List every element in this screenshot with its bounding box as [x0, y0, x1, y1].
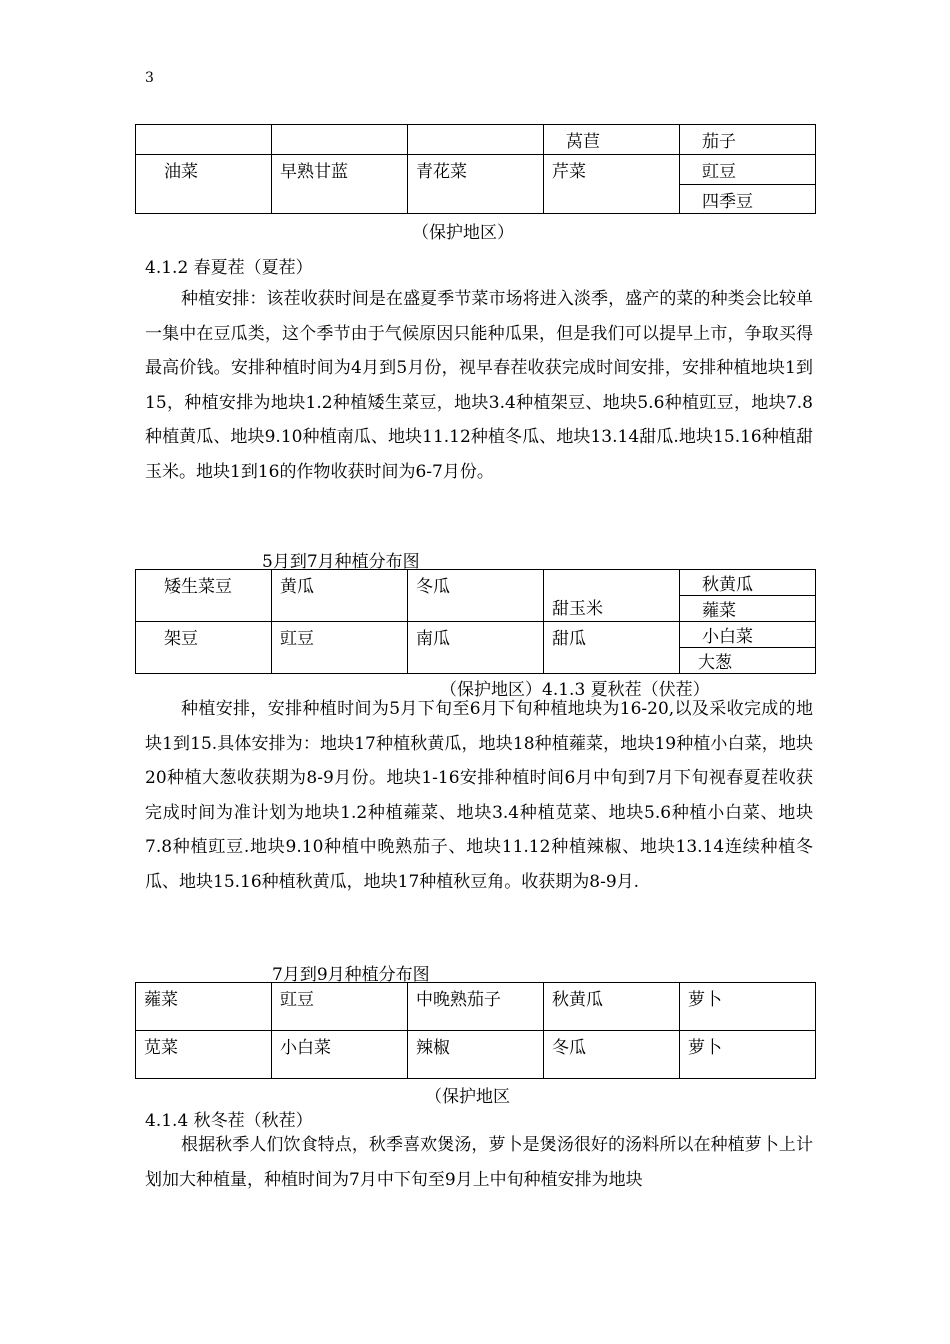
table-cell: 甜瓜 — [544, 622, 680, 674]
table2-title: 5月到7月种植分布图 — [262, 552, 420, 572]
table-cell: 矮生菜豆 — [136, 570, 272, 622]
table-cell: 蕹菜 — [680, 596, 816, 622]
table-cell: 早熟甘蓝 — [272, 155, 408, 214]
table2-caption: （保护地区）4.1.3 夏秋茬（伏茬） — [440, 680, 710, 700]
table-early-spring — [135, 124, 816, 214]
table-cell: 萝卜 — [680, 1031, 816, 1079]
table3-title: 7月到9月种植分布图 — [272, 965, 430, 985]
table-may-july — [135, 569, 816, 674]
table-cell: 芹菜 — [544, 155, 680, 214]
table-cell: 莴苣 — [544, 125, 680, 155]
table3-caption: （保护地区 — [425, 1087, 510, 1107]
table-cell: 青花菜 — [408, 155, 544, 214]
table-cell: 甜玉米 — [544, 570, 680, 622]
table-cell: 大葱 — [680, 648, 816, 674]
table-cell: 蕹菜 — [136, 983, 272, 1031]
page-number: 3 — [145, 70, 154, 86]
table-cell: 冬瓜 — [408, 570, 544, 622]
table-cell: 豇豆 — [272, 983, 408, 1031]
table-cell: 小白菜 — [680, 622, 816, 648]
table-cell: 油菜 — [136, 155, 272, 214]
section-heading-414: 4.1.4 秋冬茬（秋茬） — [145, 1111, 313, 1131]
table-cell — [408, 125, 544, 155]
table-cell: 架豆 — [136, 622, 272, 674]
table-cell: 豇豆 — [680, 155, 816, 185]
table-cell: 豇豆 — [272, 622, 408, 674]
paragraph-414: 根据秋季人们饮食特点，秋季喜欢煲汤，萝卜是煲汤很好的汤料所以在种植萝卜上计划加大种植量，种植时间为7月中下旬至9月上中旬种植安排为地块 — [145, 1135, 813, 1190]
table-cell — [136, 125, 272, 155]
table-cell — [272, 125, 408, 155]
table-cell: 萝卜 — [680, 983, 816, 1031]
table-cell: 南瓜 — [408, 622, 544, 674]
section-heading-412: 4.1.2 春夏茬（夏茬） — [145, 258, 313, 278]
table-cell: 小白菜 — [272, 1031, 408, 1079]
table1-caption: （保护地区） — [412, 223, 514, 243]
table-cell: 苋菜 — [136, 1031, 272, 1079]
table-cell: 辣椒 — [408, 1031, 544, 1079]
table-cell: 黄瓜 — [272, 570, 408, 622]
table-cell: 秋黄瓜 — [544, 983, 680, 1031]
table-cell: 秋黄瓜 — [680, 570, 816, 596]
table-cell: 四季豆 — [680, 185, 816, 214]
table-cell: 中晚熟茄子 — [408, 983, 544, 1031]
paragraph-412: 种植安排：该茬收获时间是在盛夏季节菜市场将进入淡季，盛产的菜的种类会比较单一集中在豆瓜类，这个季节由于气候原因只能种瓜果，但是我们可以提早上市，争取买得最高价钱。安排种植时间为4月到5月份，视早春茬收获完成时间安排，安排种植地块1到15，种植安排为地块1.2种植矮生菜豆，地块3.4种植架豆、地块5.6种植豇豆，地块7.8种植黄瓜、地块9.10种植南瓜、地块11.12种植冬瓜、地块13.14甜瓜.地块15.16种植甜玉米。地块1到16的作物收获时间为6-7月份。 — [145, 289, 813, 482]
table-cell: 冬瓜 — [544, 1031, 680, 1079]
table-cell: 茄子 — [680, 125, 816, 155]
paragraph-413: 种植安排，安排种植时间为5月下旬至6月下旬种植地块为16-20,以及采收完成的地块1到15.具体安排为：地块17种植秋黄瓜，地块18种植蕹菜，地块19种植小白菜，地块20种植大葱收获期为8-9月份。地块1-16安排种植时间6月中旬到7月下旬视春夏茬收获完成时间为准计划为地块1.2种植蕹菜、地块3.4种植苋菜、地块5.6种植小白菜、地块7.8种植豇豆.地块9.10种植中晚熟茄子、地块11.12种植辣椒、地块13.14连续种植冬瓜、地块15.16种植秋黄瓜，地块17种植秋豆角。收获期为8-9月. — [145, 699, 813, 892]
table-july-september — [135, 982, 816, 1079]
